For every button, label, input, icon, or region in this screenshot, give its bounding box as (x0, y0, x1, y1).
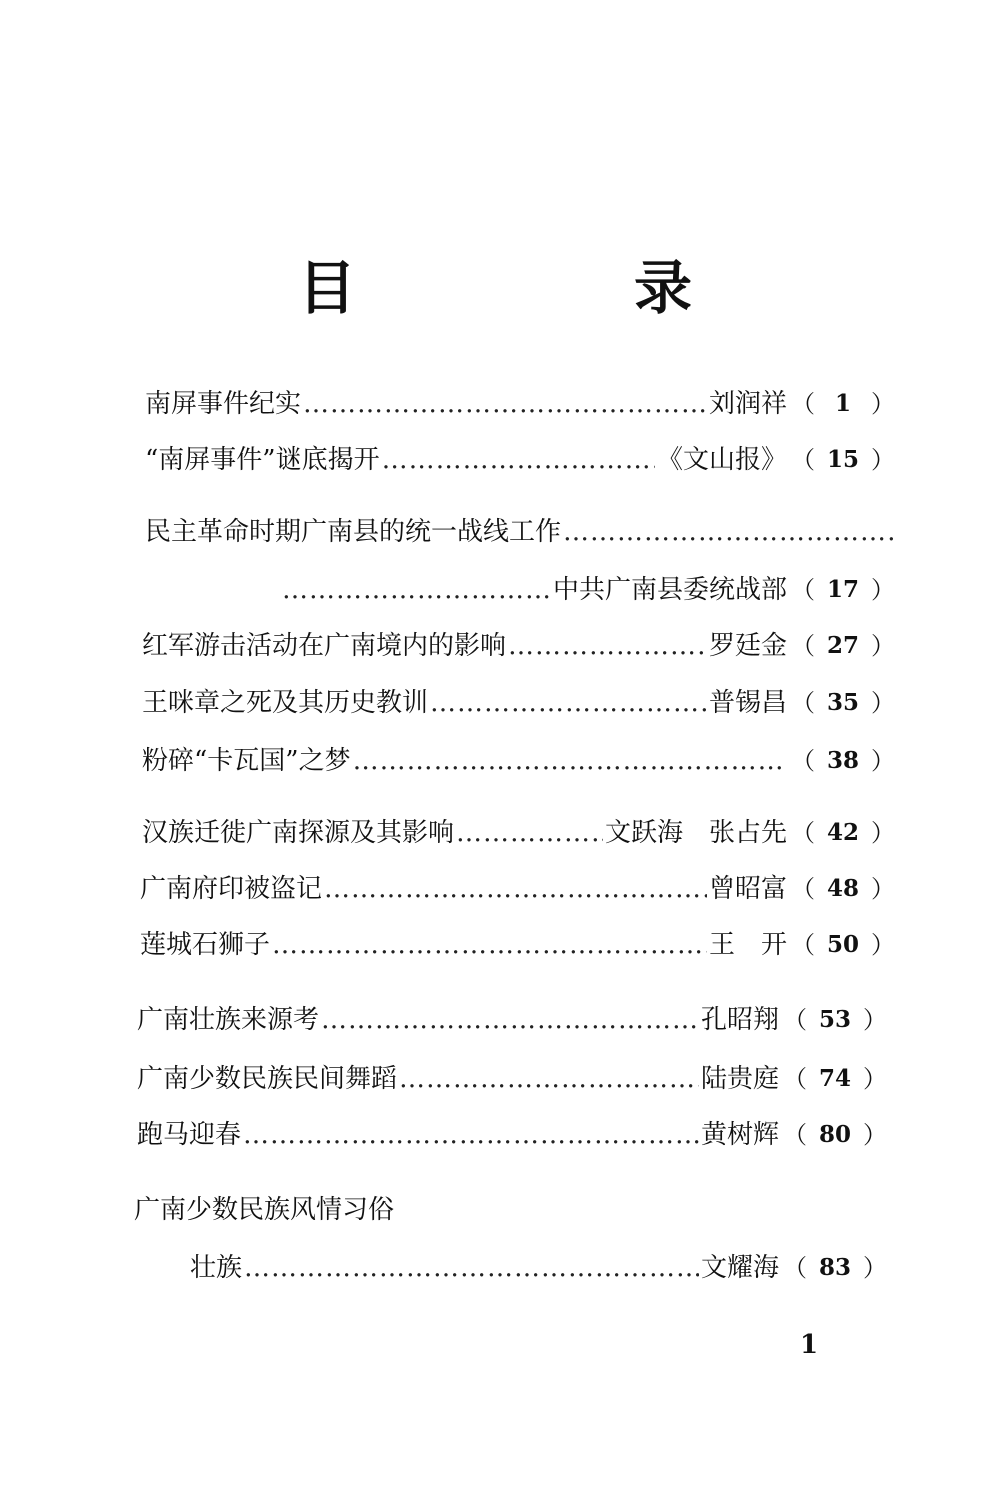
toc-entry (140, 927, 895, 963)
entry-page (783, 1061, 887, 1097)
toc-entry (145, 442, 895, 478)
entry-author: 普锡昌 (708, 688, 787, 718)
entry-page (791, 685, 895, 721)
toc-entry (145, 386, 895, 422)
dot-leader (399, 1061, 699, 1097)
section-heading: 广南少数民族风情习俗 (134, 1195, 395, 1225)
entry-page (791, 572, 895, 608)
dot-leader (508, 628, 707, 664)
paren-open: （ (783, 1121, 807, 1149)
entry-title: “南屏事件”谜底揭开 (145, 445, 380, 475)
entry-title: 汉族迁徙广南探源及其影响 (142, 818, 455, 848)
toc-entry (190, 1250, 887, 1286)
paren-open: （ (783, 1254, 807, 1282)
page-num: 35 (826, 689, 859, 716)
paren-open: （ (783, 1006, 807, 1034)
dot-leader (382, 442, 655, 478)
entry-author: 《文山报》 (656, 445, 787, 475)
toc-entry (280, 572, 895, 608)
paren-close: ） (863, 1254, 887, 1282)
paren-open: （ (791, 819, 815, 847)
paren-open: （ (783, 1065, 807, 1093)
entry-author: 陆贵庭 (700, 1064, 779, 1094)
dot-leader (272, 927, 707, 963)
paren-close: ） (871, 446, 895, 474)
dot-leader (244, 1250, 699, 1286)
entry-page (783, 1117, 887, 1153)
entry-author: 孔昭翔 (700, 1005, 779, 1035)
page-num: 27 (826, 632, 859, 659)
paren-close: ） (871, 747, 895, 775)
paren-open: （ (791, 689, 815, 717)
dot-leader (353, 743, 785, 779)
paren-open: （ (791, 632, 815, 660)
entry-title: 壮族 (190, 1253, 243, 1283)
page-num: 1 (834, 390, 851, 417)
entry-page (791, 815, 895, 851)
page-num: 17 (826, 576, 859, 603)
entry-title: 莲城石狮子 (140, 930, 271, 960)
dot-leader (324, 871, 707, 907)
page-num: 74 (818, 1065, 851, 1092)
paren-close: ） (863, 1065, 887, 1093)
entry-title: 广南少数民族民间舞蹈 (137, 1064, 398, 1094)
page-num: 50 (826, 931, 859, 958)
entry-title: 广南壮族来源考 (137, 1005, 320, 1035)
page-num: 80 (818, 1121, 851, 1148)
entry-title: 民主革命时期广南县的统一战线工作 (145, 517, 562, 547)
entry-author: 中共广南县委统战部 (552, 575, 787, 605)
entry-title: 红军游击活动在广南境内的影响 (142, 631, 507, 661)
paren-close: ） (871, 689, 895, 717)
paren-close: ） (863, 1006, 887, 1034)
paren-open: （ (791, 875, 815, 903)
paren-close: ） (863, 1121, 887, 1149)
toc-entry (137, 1117, 887, 1153)
paren-open: （ (791, 446, 815, 474)
dot-leader (243, 1117, 699, 1153)
toc-entry (142, 743, 895, 779)
toc-entry (142, 628, 895, 664)
entry-title: 粉碎“卡瓦国”之梦 (142, 746, 351, 776)
entry-page (791, 386, 895, 422)
dot-leader (456, 815, 603, 851)
paren-close: ） (871, 931, 895, 959)
entry-title: 跑马迎春 (137, 1120, 242, 1150)
entry-title: 南屏事件纪实 (145, 389, 302, 419)
entry-page (791, 927, 895, 963)
toc-entry (142, 685, 895, 721)
entry-author: 文耀海 (700, 1253, 779, 1283)
entry-page (783, 1002, 887, 1038)
paren-close: ） (871, 632, 895, 660)
entry-author: 罗廷金 (708, 631, 787, 661)
page-num: 42 (826, 819, 859, 846)
entry-page (791, 743, 895, 779)
paren-close: ） (871, 576, 895, 604)
dot-leader (303, 386, 707, 422)
entry-author: 文跃海 张占先 (604, 818, 787, 848)
page-num: 38 (826, 747, 859, 774)
paren-close: ） (871, 819, 895, 847)
dot-leader (282, 572, 551, 608)
entry-author: 黄树辉 (700, 1120, 779, 1150)
entry-page (791, 442, 895, 478)
entry-page (783, 1250, 887, 1286)
page-num: 83 (818, 1254, 851, 1281)
entry-title: 广南府印被盗记 (140, 874, 323, 904)
entry-page (791, 628, 895, 664)
toc-entry (140, 871, 895, 907)
toc-entry (142, 815, 895, 851)
paren-open: （ (791, 931, 815, 959)
page-num: 53 (818, 1006, 851, 1033)
paren-open: （ (791, 390, 815, 418)
entry-author: 王 开 (708, 930, 787, 960)
entry-author: 刘润祥 (708, 389, 787, 419)
paren-close: ） (871, 390, 895, 418)
entry-page (791, 871, 895, 907)
toc-entry (145, 514, 895, 550)
page-number: 1 (800, 1330, 819, 1360)
paren-open: （ (791, 576, 815, 604)
paren-open: （ (791, 747, 815, 775)
toc-entry (137, 1061, 887, 1097)
entry-title: 王咪章之死及其历史教训 (142, 688, 429, 718)
dot-leader (563, 514, 893, 550)
toc-entry (137, 1002, 887, 1038)
paren-close: ） (871, 875, 895, 903)
page-title: 目 录 (297, 254, 802, 322)
entry-author: 曾昭富 (708, 874, 787, 904)
page-num: 15 (826, 446, 859, 473)
dot-leader (430, 685, 707, 721)
dot-leader (321, 1002, 699, 1038)
page-num: 48 (826, 875, 859, 902)
